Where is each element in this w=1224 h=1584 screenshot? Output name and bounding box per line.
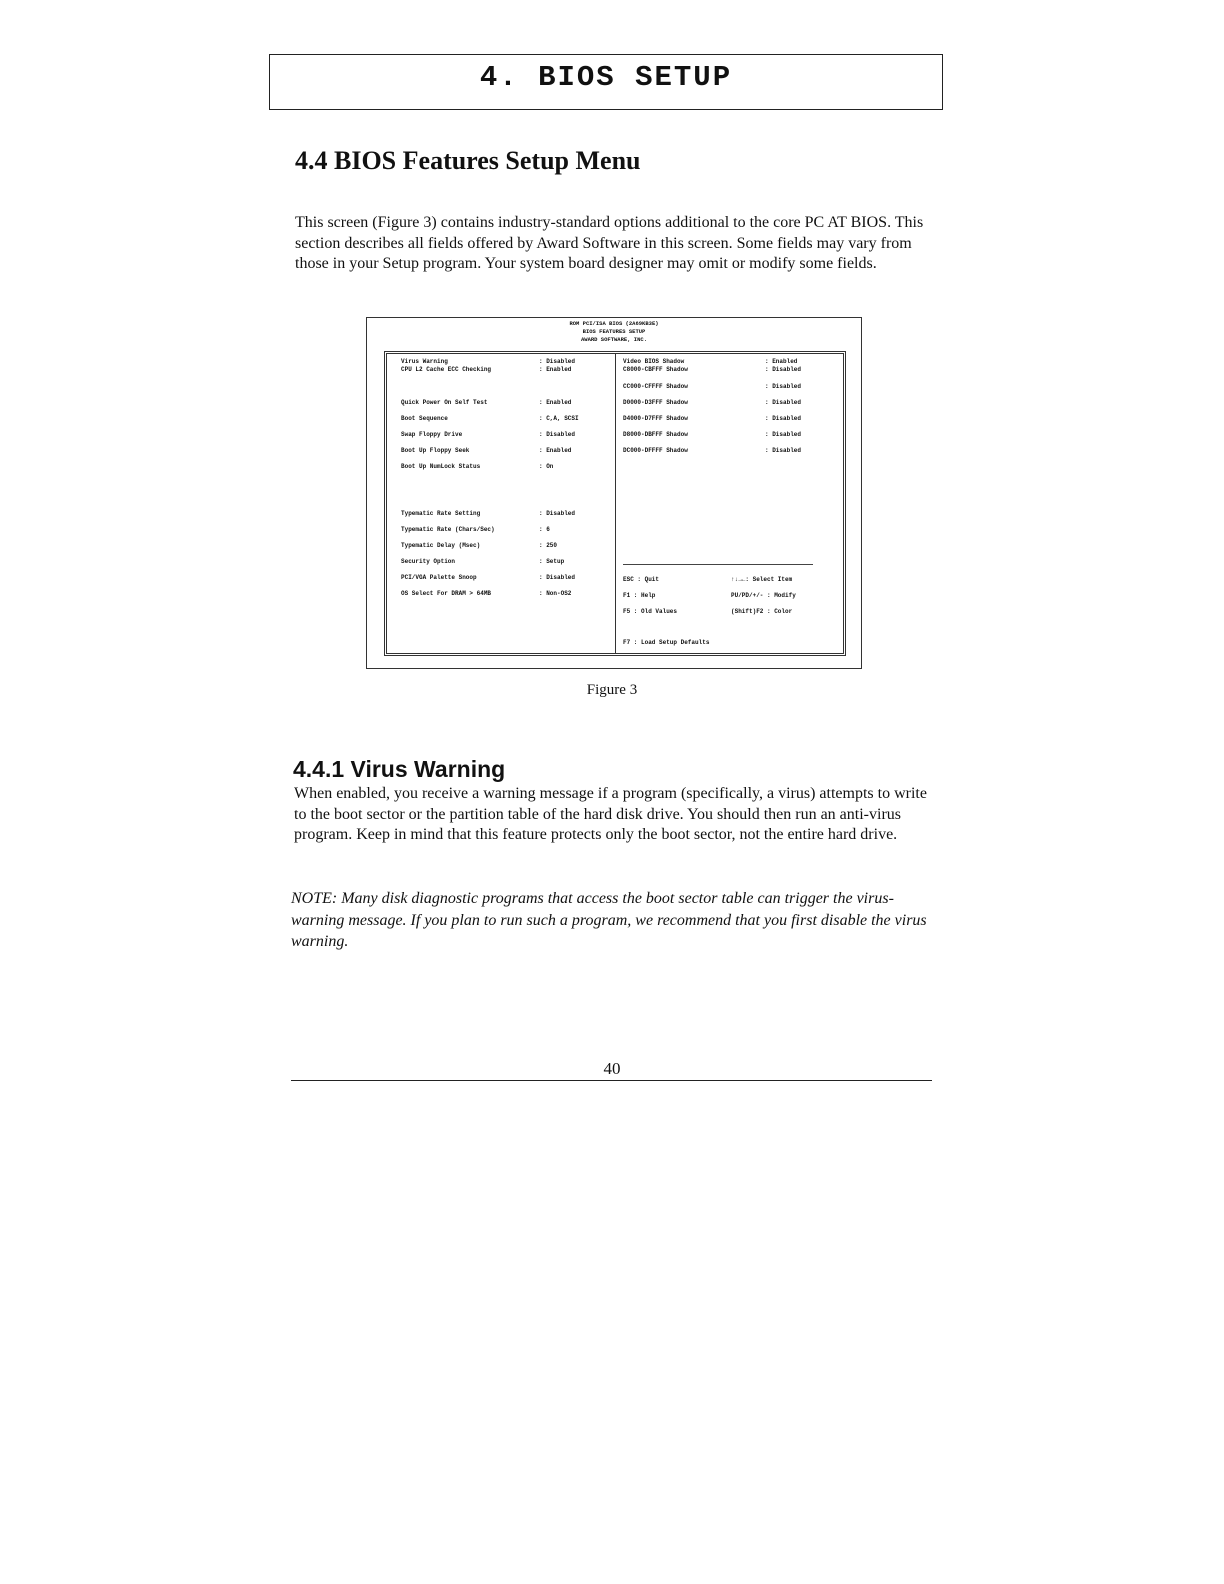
bios-left-label: Swap Floppy Drive (401, 431, 463, 438)
virus-paragraph: When enabled, you receive a warning message if a program (specifically, a virus) attempts to write to the boot sector or the partition table of the hard disk drive. You should then run an anti-virus program. Keep in mind that this feature protects only the boot sector, not the entire hard drive. (294, 785, 927, 844)
chapter-title: 4. BIOS SETUP (479, 61, 733, 94)
bios-right-label: C8000-CBFFF Shadow (623, 366, 688, 373)
bios-left-label: CPU L2 Cache ECC Checking (401, 366, 492, 373)
bios-left-value: : Disabled (539, 574, 576, 581)
bios-right-value: : Disabled (765, 431, 802, 438)
bios-left-label: OS Select For DRAM > 64MB (401, 590, 492, 597)
bios-left-value: : 6 (539, 526, 550, 533)
bios-key-hint: F5 : Old Values (623, 608, 678, 615)
bios-key-hint: PU/PD/+/- : Modify (731, 592, 796, 599)
section-title: 4.4 BIOS Features Setup Menu (295, 146, 641, 175)
bios-left-label: Typematic Delay (Msec) (401, 542, 481, 549)
bios-right-label: D4000-D7FFF Shadow (623, 415, 688, 422)
bios-key-hint: F7 : Load Setup Defaults (623, 639, 710, 646)
bios-left-value: : Non-OS2 (539, 590, 572, 597)
bios-header-line: AWARD SOFTWARE, INC. (580, 336, 647, 343)
bios-left-label: Quick Power On Self Test (401, 399, 488, 406)
bios-right-label: DC000-DFFFF Shadow (623, 447, 688, 454)
intro-paragraph: This screen (Figure 3) contains industry-standard options additional to the core PC AT BIOS. This section describes all fields offered by Award Software in this screen. Some fields may vary from those in your Setup program. Your system board designer may omit or modify some fields. (295, 214, 924, 273)
footer-rule (291, 1080, 932, 1081)
bios-screenshot-figure (366, 317, 862, 669)
bios-right-value: : Disabled (765, 366, 802, 373)
chapter-header-box (269, 54, 943, 110)
bios-left-value: : Setup (539, 558, 565, 565)
bios-header-line: ROM PCI/ISA BIOS (2A69KB3E) (569, 320, 659, 327)
bios-left-label: Typematic Rate (Chars/Sec) (401, 526, 495, 533)
bios-key-hint: (Shift)F2 : Color (731, 608, 793, 615)
bios-right-value: : Disabled (765, 399, 802, 406)
bios-left-value: : Disabled (539, 431, 576, 438)
bios-left-label: Virus Warning (401, 358, 448, 365)
page-number: 40 (603, 1059, 621, 1078)
bios-right-value: : Disabled (765, 383, 802, 390)
bios-left-label: Boot Up Floppy Seek (401, 447, 470, 454)
bios-key-hint: ESC : Quit (623, 576, 660, 583)
bios-right-value: : Disabled (765, 447, 802, 454)
bios-panel (384, 351, 846, 656)
bios-right-label: CC000-CFFFF Shadow (623, 383, 688, 390)
bios-column-divider (615, 354, 616, 653)
bios-key-hint: ↑↓→←: Select Item (731, 576, 793, 583)
bios-left-value: : C,A, SCSI (539, 415, 579, 422)
bios-right-value: : Disabled (765, 415, 802, 422)
bios-header-line: BIOS FEATURES SETUP (582, 328, 646, 335)
bios-left-value: : Enabled (539, 447, 572, 454)
subsection-title: 4.4.1 Virus Warning (293, 756, 506, 782)
note-paragraph: NOTE: Many disk diagnostic programs that access the boot sector table can trigger the virus-warning message. If you plan to run such a program, we recommend that you first disable the virus warning. (291, 890, 927, 950)
bios-left-label: Boot Sequence (401, 415, 448, 422)
bios-right-value: : Enabled (765, 358, 798, 365)
bios-left-label: Security Option (401, 558, 456, 565)
bios-left-value: : On (539, 463, 554, 470)
bios-left-value: : Disabled (539, 358, 576, 365)
bios-header (367, 320, 861, 344)
bios-key-divider (623, 564, 813, 565)
bios-left-label: Boot Up NumLock Status (401, 463, 481, 470)
bios-right-label: D0000-D3FFF Shadow (623, 399, 688, 406)
bios-right-label: Video BIOS Shadow (623, 358, 685, 365)
bios-left-label: Typematic Rate Setting (401, 510, 481, 517)
figure-caption: Figure 3 (586, 682, 638, 698)
bios-left-value: : 250 (539, 542, 558, 549)
bios-right-label: D8000-DBFFF Shadow (623, 431, 688, 438)
bios-left-value: : Disabled (539, 510, 576, 517)
bios-left-label: PCI/VGA Palette Snoop (401, 574, 477, 581)
bios-left-value: : Enabled (539, 366, 572, 373)
bios-key-hint: F1 : Help (623, 592, 656, 599)
bios-left-value: : Enabled (539, 399, 572, 406)
